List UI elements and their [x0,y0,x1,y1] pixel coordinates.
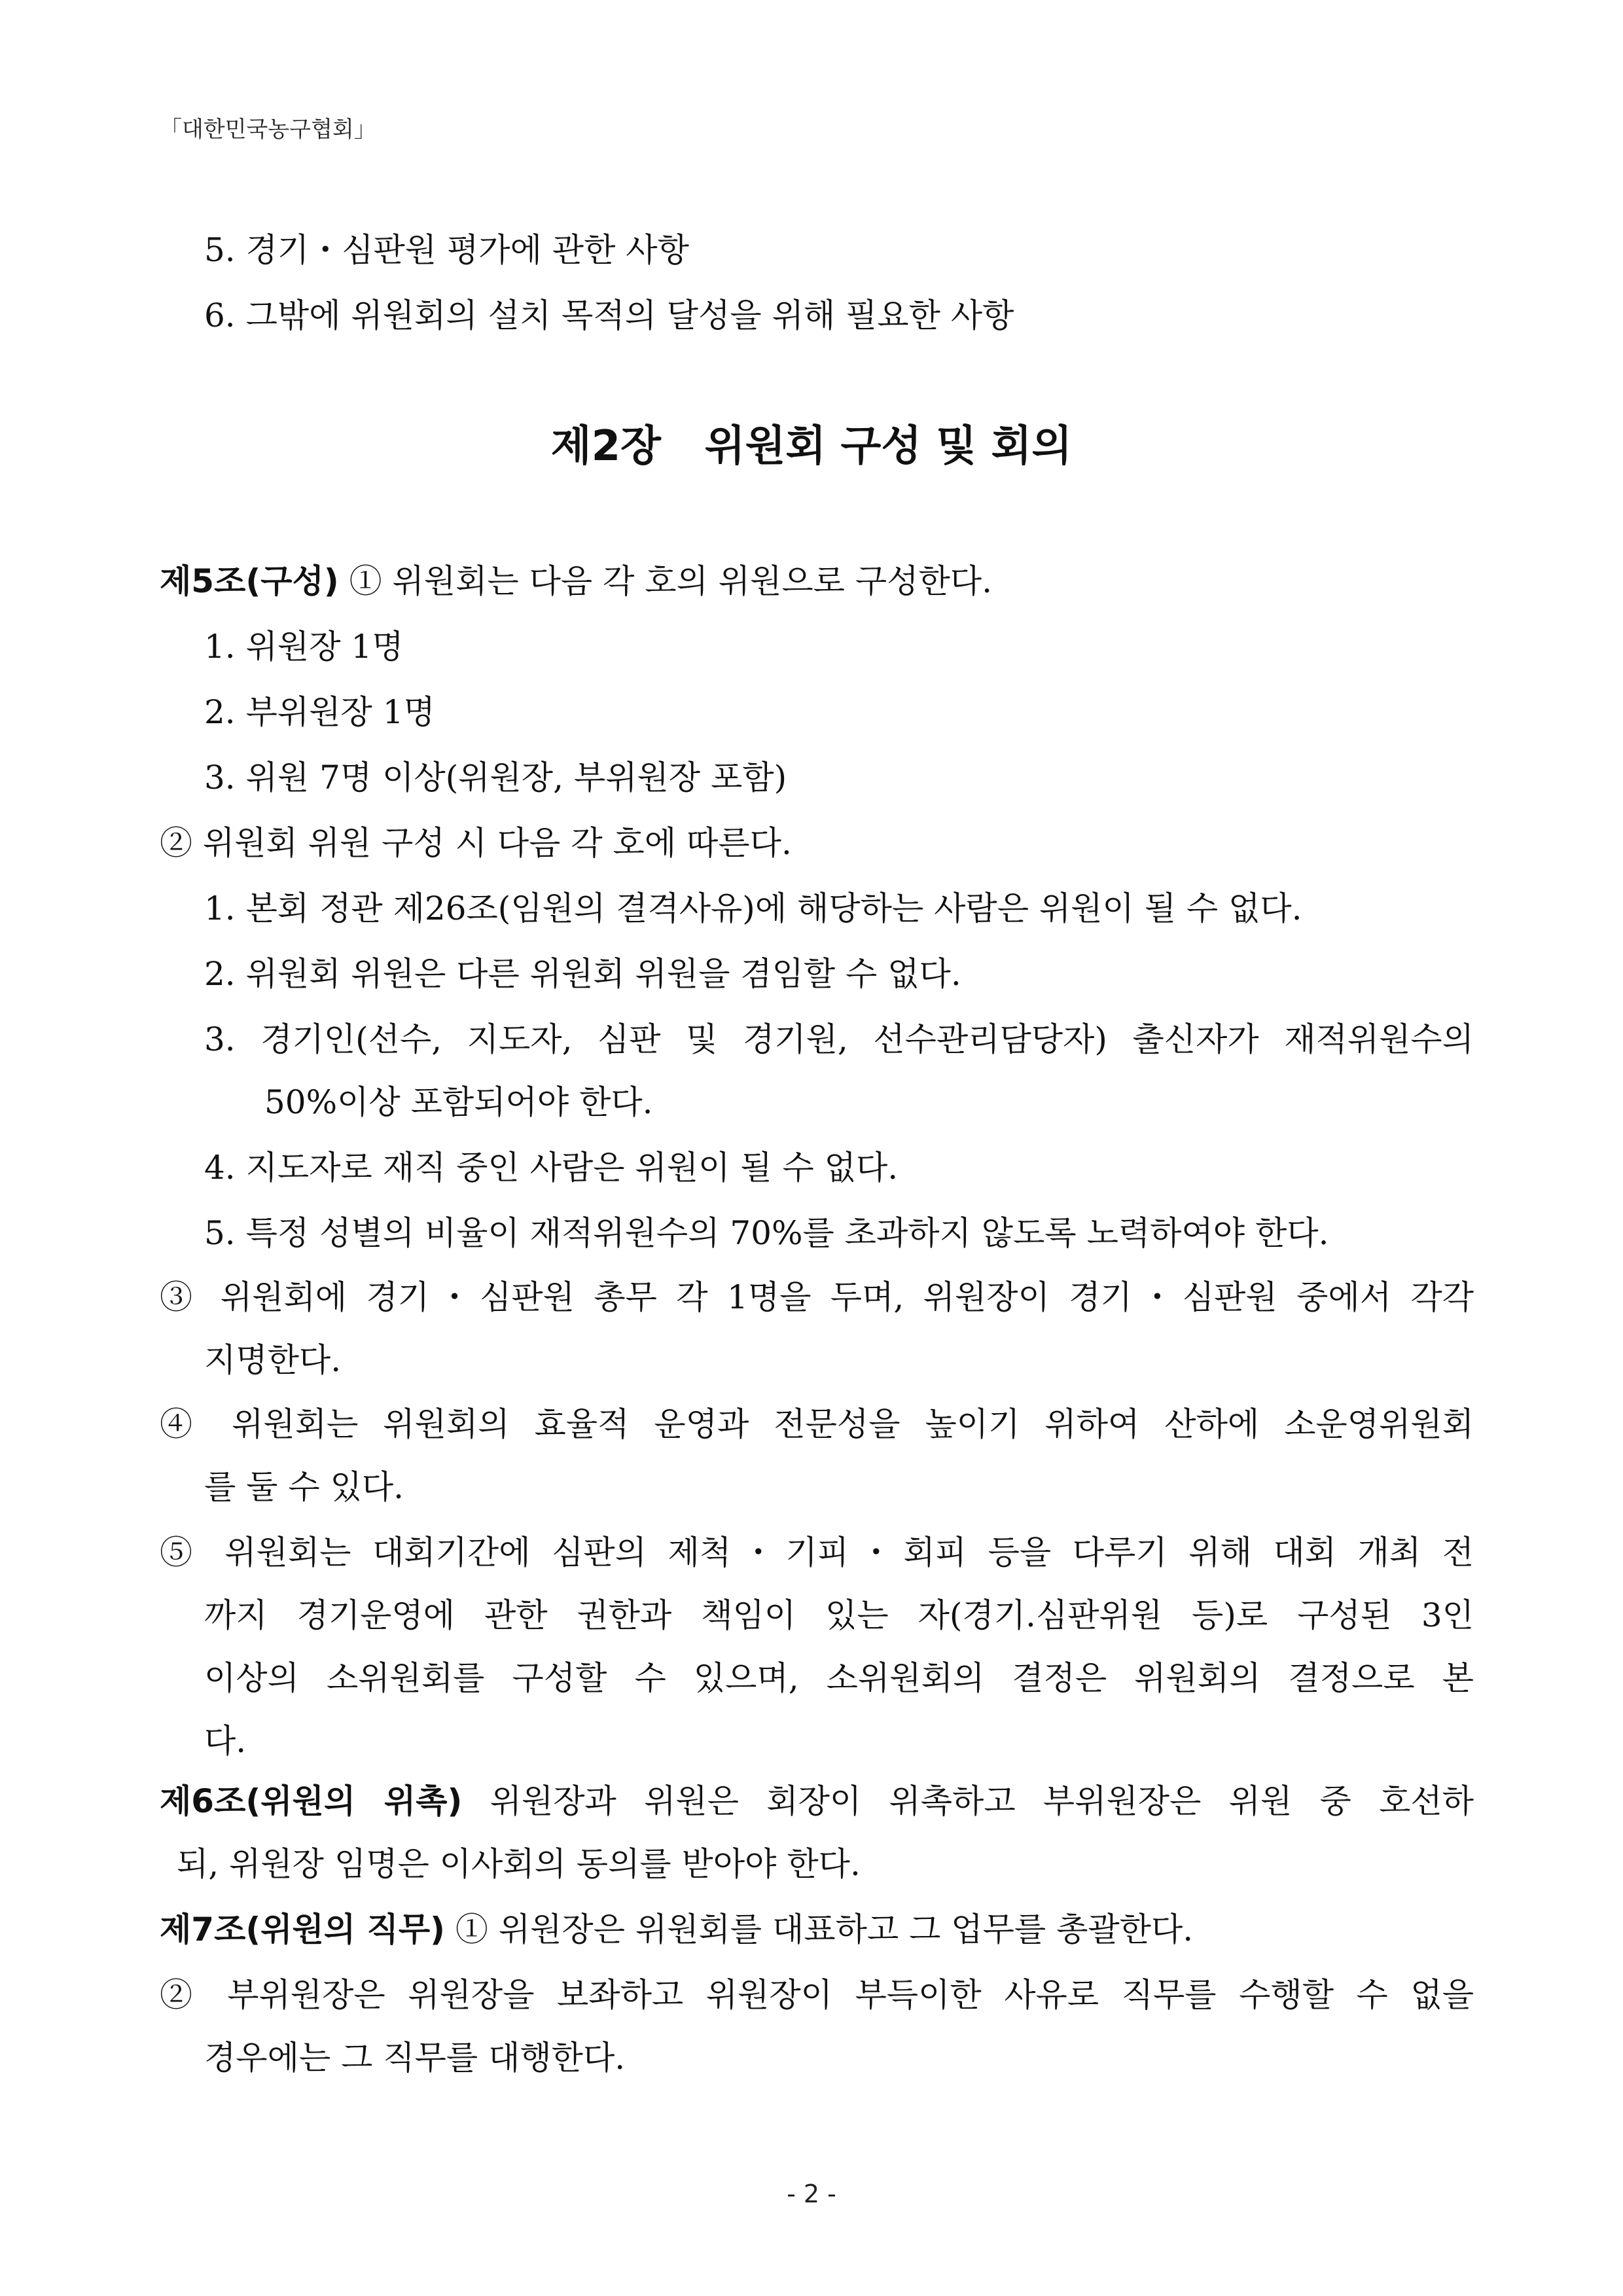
article-5-item-3: 3. 위원 7명 이상(위원장, 부위원장 포함) [204,759,787,797]
chapter-title: 제2장 위원회 구성 및 회의 [550,422,1073,471]
article-7-para-1: ① 위원장은 위원회를 대표하고 그 업무를 총괄한다. [455,1910,1194,1948]
article-5-title: 제5조(구성) [160,562,339,600]
article-5-para-2-item-2: 2. 위원회 위원은 다른 위원회 위원을 겸임할 수 없다. [204,955,961,993]
intro-item-6: 6. 그밖에 위원회의 설치 목적의 달성을 위해 필요한 사항 [204,296,1014,334]
article-5-para-2-item-4: 4. 지도자로 재직 중인 사람은 위원이 될 수 없다. [204,1149,899,1187]
article-6-text-2: 되, 위원장 임명은 이사회의 동의를 받아야 한다. [177,1845,861,1883]
article-5-para-5-cont-3: 다. [204,1722,247,1760]
article-5-para-4: ④ 위원회는 위원회의 효율적 운영과 전문성을 높이기 위하여 산하에 소운영위원회 [160,1405,1474,1443]
article-5-para-5-cont-2: 이상의 소위원회를 구성할 수 있으며, 소위원회의 결정은 위원회의 결정으로 본 [204,1659,1474,1697]
article-5-para-5: ⑤ 위원회는 대회기간에 심판의 제척・기피・회피 등을 다루기 위해 대회 개최 전 [160,1534,1474,1571]
article-5-line [160,562,992,601]
article-5-para-1: ① 위원회는 다음 각 호의 위원으로 구성한다. [349,562,992,600]
article-6-title: 제6조(위원의 위촉) [160,1782,463,1820]
article-5-item-2: 2. 부위원장 1명 [204,693,435,731]
article-5-para-4-cont: 를 둘 수 있다. [204,1468,404,1506]
article-5-para-2-item-5: 5. 특정 성별의 비율이 재적위원수의 70%를 초과하지 않도록 노력하여야 한다. [204,1214,1329,1252]
document-header: 「대한민국농구협회」 [160,117,376,143]
article-6-text-1: 위원장과 위원은 회장이 위촉하고 부위원장은 위원 중 호선하 [490,1782,1474,1820]
article-5-para-2: ② 위원회 위원 구성 시 다음 각 호에 따른다. [160,824,792,862]
article-5-para-2-item-3: 3. 경기인(선수, 지도자, 심판 및 경기원, 선수관리담당자) 출신자가 재적위원수의 [204,1020,1474,1058]
article-5-para-2-item-3-cont: 50%이상 포함되어야 한다. [264,1083,653,1121]
intro-item-5: 5. 경기・심판원 평가에 관한 사항 [204,231,689,269]
article-7-para-2-cont: 경우에는 그 직무를 대행한다. [204,2039,626,2077]
article-7-title: 제7조(위원의 직무) [160,1910,446,1948]
article-5-para-5-cont-1: 까지 경기운영에 관한 권한과 책임이 있는 자(경기.심판위원 등)로 구성된 3인 [204,1596,1474,1634]
article-5-para-3-cont: 지명한다. [204,1341,342,1379]
article-5-para-2-item-1: 1. 본회 정관 제26조(임원의 결격사유)에 해당하는 사람은 위원이 될 수 없다. [204,889,1302,927]
article-7-line [160,1910,1193,1949]
article-5-item-1: 1. 위원장 1명 [204,628,404,666]
article-5-para-3: ③ 위원회에 경기・심판원 총무 각 1명을 두며, 위원장이 경기・심판원 중에서 각각 [160,1278,1474,1316]
page-number: - 2 - [787,2179,836,2208]
article-6-line [160,1782,1474,1821]
article-7-para-2: ② 부위원장은 위원장을 보좌하고 위원장이 부득이한 사유로 직무를 수행할 수 없을 [160,1976,1474,2014]
